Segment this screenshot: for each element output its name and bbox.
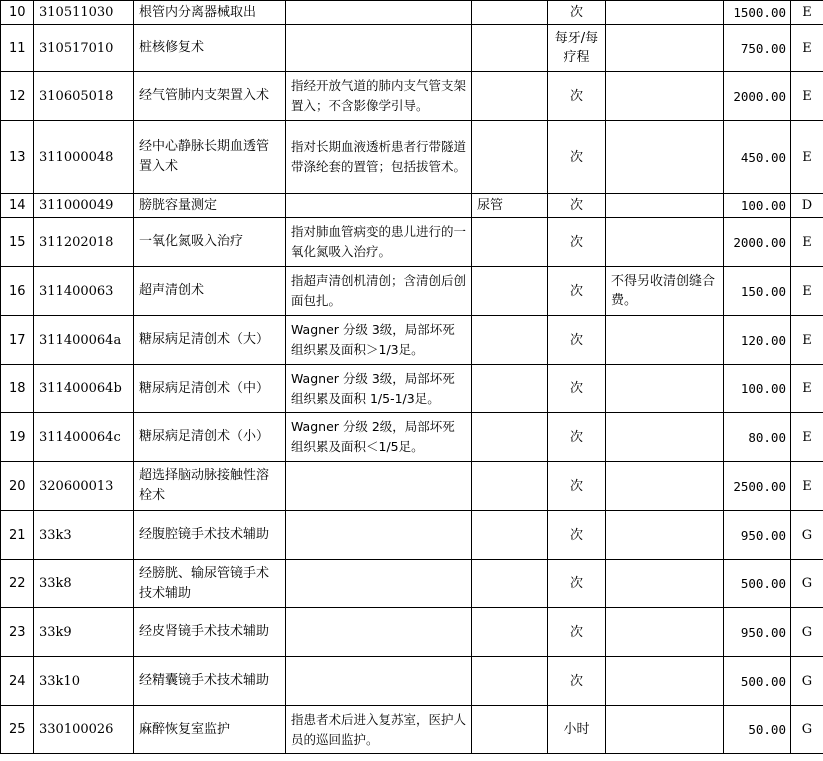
table-body xyxy=(1,1,823,754)
item-excluded xyxy=(472,706,548,754)
item-price: 2000.00 xyxy=(724,218,791,267)
item-name: 膀胱容量测定 xyxy=(134,194,286,218)
item-note xyxy=(606,218,724,267)
item-unit: 次 xyxy=(548,121,606,194)
item-excluded xyxy=(472,121,548,194)
item-price: 50.00 xyxy=(724,706,791,754)
item-category: E xyxy=(791,121,823,194)
item-category: E xyxy=(791,462,823,511)
row-index: 11 xyxy=(1,25,34,72)
item-code: 33k9 xyxy=(34,608,134,657)
item-unit: 次 xyxy=(548,560,606,608)
item-note xyxy=(606,316,724,365)
item-category: G xyxy=(791,657,823,706)
row-index: 25 xyxy=(1,706,34,754)
item-code: 311400063 xyxy=(34,267,134,316)
item-code: 311400064b xyxy=(34,365,134,413)
table-row xyxy=(1,194,823,218)
item-category: E xyxy=(791,1,823,25)
item-category: G xyxy=(791,511,823,560)
item-price: 500.00 xyxy=(724,657,791,706)
item-excluded xyxy=(472,511,548,560)
item-price: 2000.00 xyxy=(724,72,791,121)
item-unit: 次 xyxy=(548,413,606,462)
item-name: 麻醉恢复室监护 xyxy=(134,706,286,754)
item-category: D xyxy=(791,194,823,218)
table-row xyxy=(1,608,823,657)
item-name: 经皮肾镜手术技术辅助 xyxy=(134,608,286,657)
table-row xyxy=(1,25,823,72)
item-unit: 次 xyxy=(548,365,606,413)
table-row xyxy=(1,316,823,365)
table-row xyxy=(1,511,823,560)
item-price: 750.00 xyxy=(724,25,791,72)
item-name: 经精囊镜手术技术辅助 xyxy=(134,657,286,706)
table-row xyxy=(1,706,823,754)
item-note xyxy=(606,365,724,413)
item-note xyxy=(606,121,724,194)
item-content: 指患者术后进入复苏室，医护人员的巡回监护。 xyxy=(286,706,472,754)
item-price: 500.00 xyxy=(724,560,791,608)
item-unit: 次 xyxy=(548,72,606,121)
table-row xyxy=(1,1,823,25)
item-content xyxy=(286,608,472,657)
item-code: 320600013 xyxy=(34,462,134,511)
item-price: 80.00 xyxy=(724,413,791,462)
item-content xyxy=(286,25,472,72)
table-row xyxy=(1,657,823,706)
item-content: Wagner 分级 3级，局部坏死组织累及面积＞1/3足。 xyxy=(286,316,472,365)
row-index: 16 xyxy=(1,267,34,316)
item-excluded xyxy=(472,267,548,316)
item-content xyxy=(286,657,472,706)
item-code: 311400064c xyxy=(34,413,134,462)
item-code: 310517010 xyxy=(34,25,134,72)
table-row xyxy=(1,218,823,267)
item-note xyxy=(606,1,724,25)
item-code: 311202018 xyxy=(34,218,134,267)
item-code: 33k3 xyxy=(34,511,134,560)
table-row xyxy=(1,560,823,608)
table-row xyxy=(1,72,823,121)
item-excluded xyxy=(472,218,548,267)
item-note xyxy=(606,413,724,462)
item-content: Wagner 分级 2级，局部坏死组织累及面积＜1/5足。 xyxy=(286,413,472,462)
item-category: E xyxy=(791,218,823,267)
item-name: 糖尿病足清创术（大） xyxy=(134,316,286,365)
item-unit: 每牙/每疗程 xyxy=(548,25,606,72)
item-price: 2500.00 xyxy=(724,462,791,511)
item-unit: 次 xyxy=(548,316,606,365)
item-content: 指经开放气道的肺内支气管支架置入；不含影像学引导。 xyxy=(286,72,472,121)
item-content xyxy=(286,462,472,511)
row-index: 24 xyxy=(1,657,34,706)
item-unit: 次 xyxy=(548,657,606,706)
item-code: 310511030 xyxy=(34,1,134,25)
item-name: 糖尿病足清创术（中） xyxy=(134,365,286,413)
item-code: 311000049 xyxy=(34,194,134,218)
row-index: 10 xyxy=(1,1,34,25)
item-name: 一氧化氮吸入治疗 xyxy=(134,218,286,267)
item-content: 指超声清创机清创；含清创后创面包扎。 xyxy=(286,267,472,316)
item-code: 33k8 xyxy=(34,560,134,608)
item-code: 330100026 xyxy=(34,706,134,754)
item-price: 1500.00 xyxy=(724,1,791,25)
item-price: 120.00 xyxy=(724,316,791,365)
item-content xyxy=(286,194,472,218)
row-index: 18 xyxy=(1,365,34,413)
item-note xyxy=(606,657,724,706)
item-note xyxy=(606,560,724,608)
item-excluded xyxy=(472,462,548,511)
item-name: 糖尿病足清创术（小） xyxy=(134,413,286,462)
item-name: 超声清创术 xyxy=(134,267,286,316)
row-index: 19 xyxy=(1,413,34,462)
item-excluded xyxy=(472,608,548,657)
item-unit: 次 xyxy=(548,462,606,511)
item-unit: 次 xyxy=(548,511,606,560)
table-row xyxy=(1,121,823,194)
item-content: Wagner 分级 3级，局部坏死组织累及面积 1/5-1/3足。 xyxy=(286,365,472,413)
item-code: 311400064a xyxy=(34,316,134,365)
row-index: 22 xyxy=(1,560,34,608)
item-content: 指对肺血管病变的患儿进行的一氧化氮吸入治疗。 xyxy=(286,218,472,267)
item-note xyxy=(606,706,724,754)
item-excluded xyxy=(472,560,548,608)
item-excluded xyxy=(472,365,548,413)
item-name: 经气管肺内支架置入术 xyxy=(134,72,286,121)
row-index: 12 xyxy=(1,72,34,121)
item-unit: 小时 xyxy=(548,706,606,754)
item-excluded: 尿管 xyxy=(472,194,548,218)
item-note xyxy=(606,608,724,657)
item-note xyxy=(606,462,724,511)
item-note xyxy=(606,511,724,560)
item-category: E xyxy=(791,267,823,316)
item-unit: 次 xyxy=(548,267,606,316)
item-code: 310605018 xyxy=(34,72,134,121)
item-content xyxy=(286,560,472,608)
item-category: E xyxy=(791,72,823,121)
item-note xyxy=(606,25,724,72)
item-excluded xyxy=(472,1,548,25)
item-unit: 次 xyxy=(548,218,606,267)
item-category: E xyxy=(791,365,823,413)
item-note xyxy=(606,72,724,121)
item-category: G xyxy=(791,608,823,657)
item-category: G xyxy=(791,560,823,608)
item-name: 超选择脑动脉接触性溶栓术 xyxy=(134,462,286,511)
item-unit: 次 xyxy=(548,608,606,657)
item-code: 311000048 xyxy=(34,121,134,194)
item-price: 150.00 xyxy=(724,267,791,316)
item-content: 指对长期血液透析患者行带隧道带涤纶套的置管；包括拔管术。 xyxy=(286,121,472,194)
item-category: E xyxy=(791,413,823,462)
item-unit: 次 xyxy=(548,194,606,218)
item-note: 不得另收清创缝合费。 xyxy=(606,267,724,316)
item-category: E xyxy=(791,316,823,365)
item-content xyxy=(286,1,472,25)
table-row xyxy=(1,267,823,316)
item-content xyxy=(286,511,472,560)
row-index: 21 xyxy=(1,511,34,560)
item-price: 450.00 xyxy=(724,121,791,194)
item-category: E xyxy=(791,25,823,72)
item-price: 100.00 xyxy=(724,365,791,413)
item-unit: 次 xyxy=(548,1,606,25)
item-name: 根管内分离器械取出 xyxy=(134,1,286,25)
item-name: 经中心静脉长期血透管置入术 xyxy=(134,121,286,194)
row-index: 13 xyxy=(1,121,34,194)
item-price: 950.00 xyxy=(724,608,791,657)
item-price: 100.00 xyxy=(724,194,791,218)
item-code: 33k10 xyxy=(34,657,134,706)
item-price: 950.00 xyxy=(724,511,791,560)
row-index: 23 xyxy=(1,608,34,657)
item-excluded xyxy=(472,657,548,706)
row-index: 17 xyxy=(1,316,34,365)
item-category: G xyxy=(791,706,823,754)
item-excluded xyxy=(472,316,548,365)
row-index: 20 xyxy=(1,462,34,511)
item-name: 经腹腔镜手术技术辅助 xyxy=(134,511,286,560)
item-name: 经膀胱、输尿管镜手术技术辅助 xyxy=(134,560,286,608)
item-excluded xyxy=(472,72,548,121)
table-row xyxy=(1,413,823,462)
item-excluded xyxy=(472,413,548,462)
item-name: 桩核修复术 xyxy=(134,25,286,72)
item-note xyxy=(606,194,724,218)
item-excluded xyxy=(472,25,548,72)
table-row xyxy=(1,365,823,413)
table-row xyxy=(1,462,823,511)
row-index: 15 xyxy=(1,218,34,267)
row-index: 14 xyxy=(1,194,34,218)
